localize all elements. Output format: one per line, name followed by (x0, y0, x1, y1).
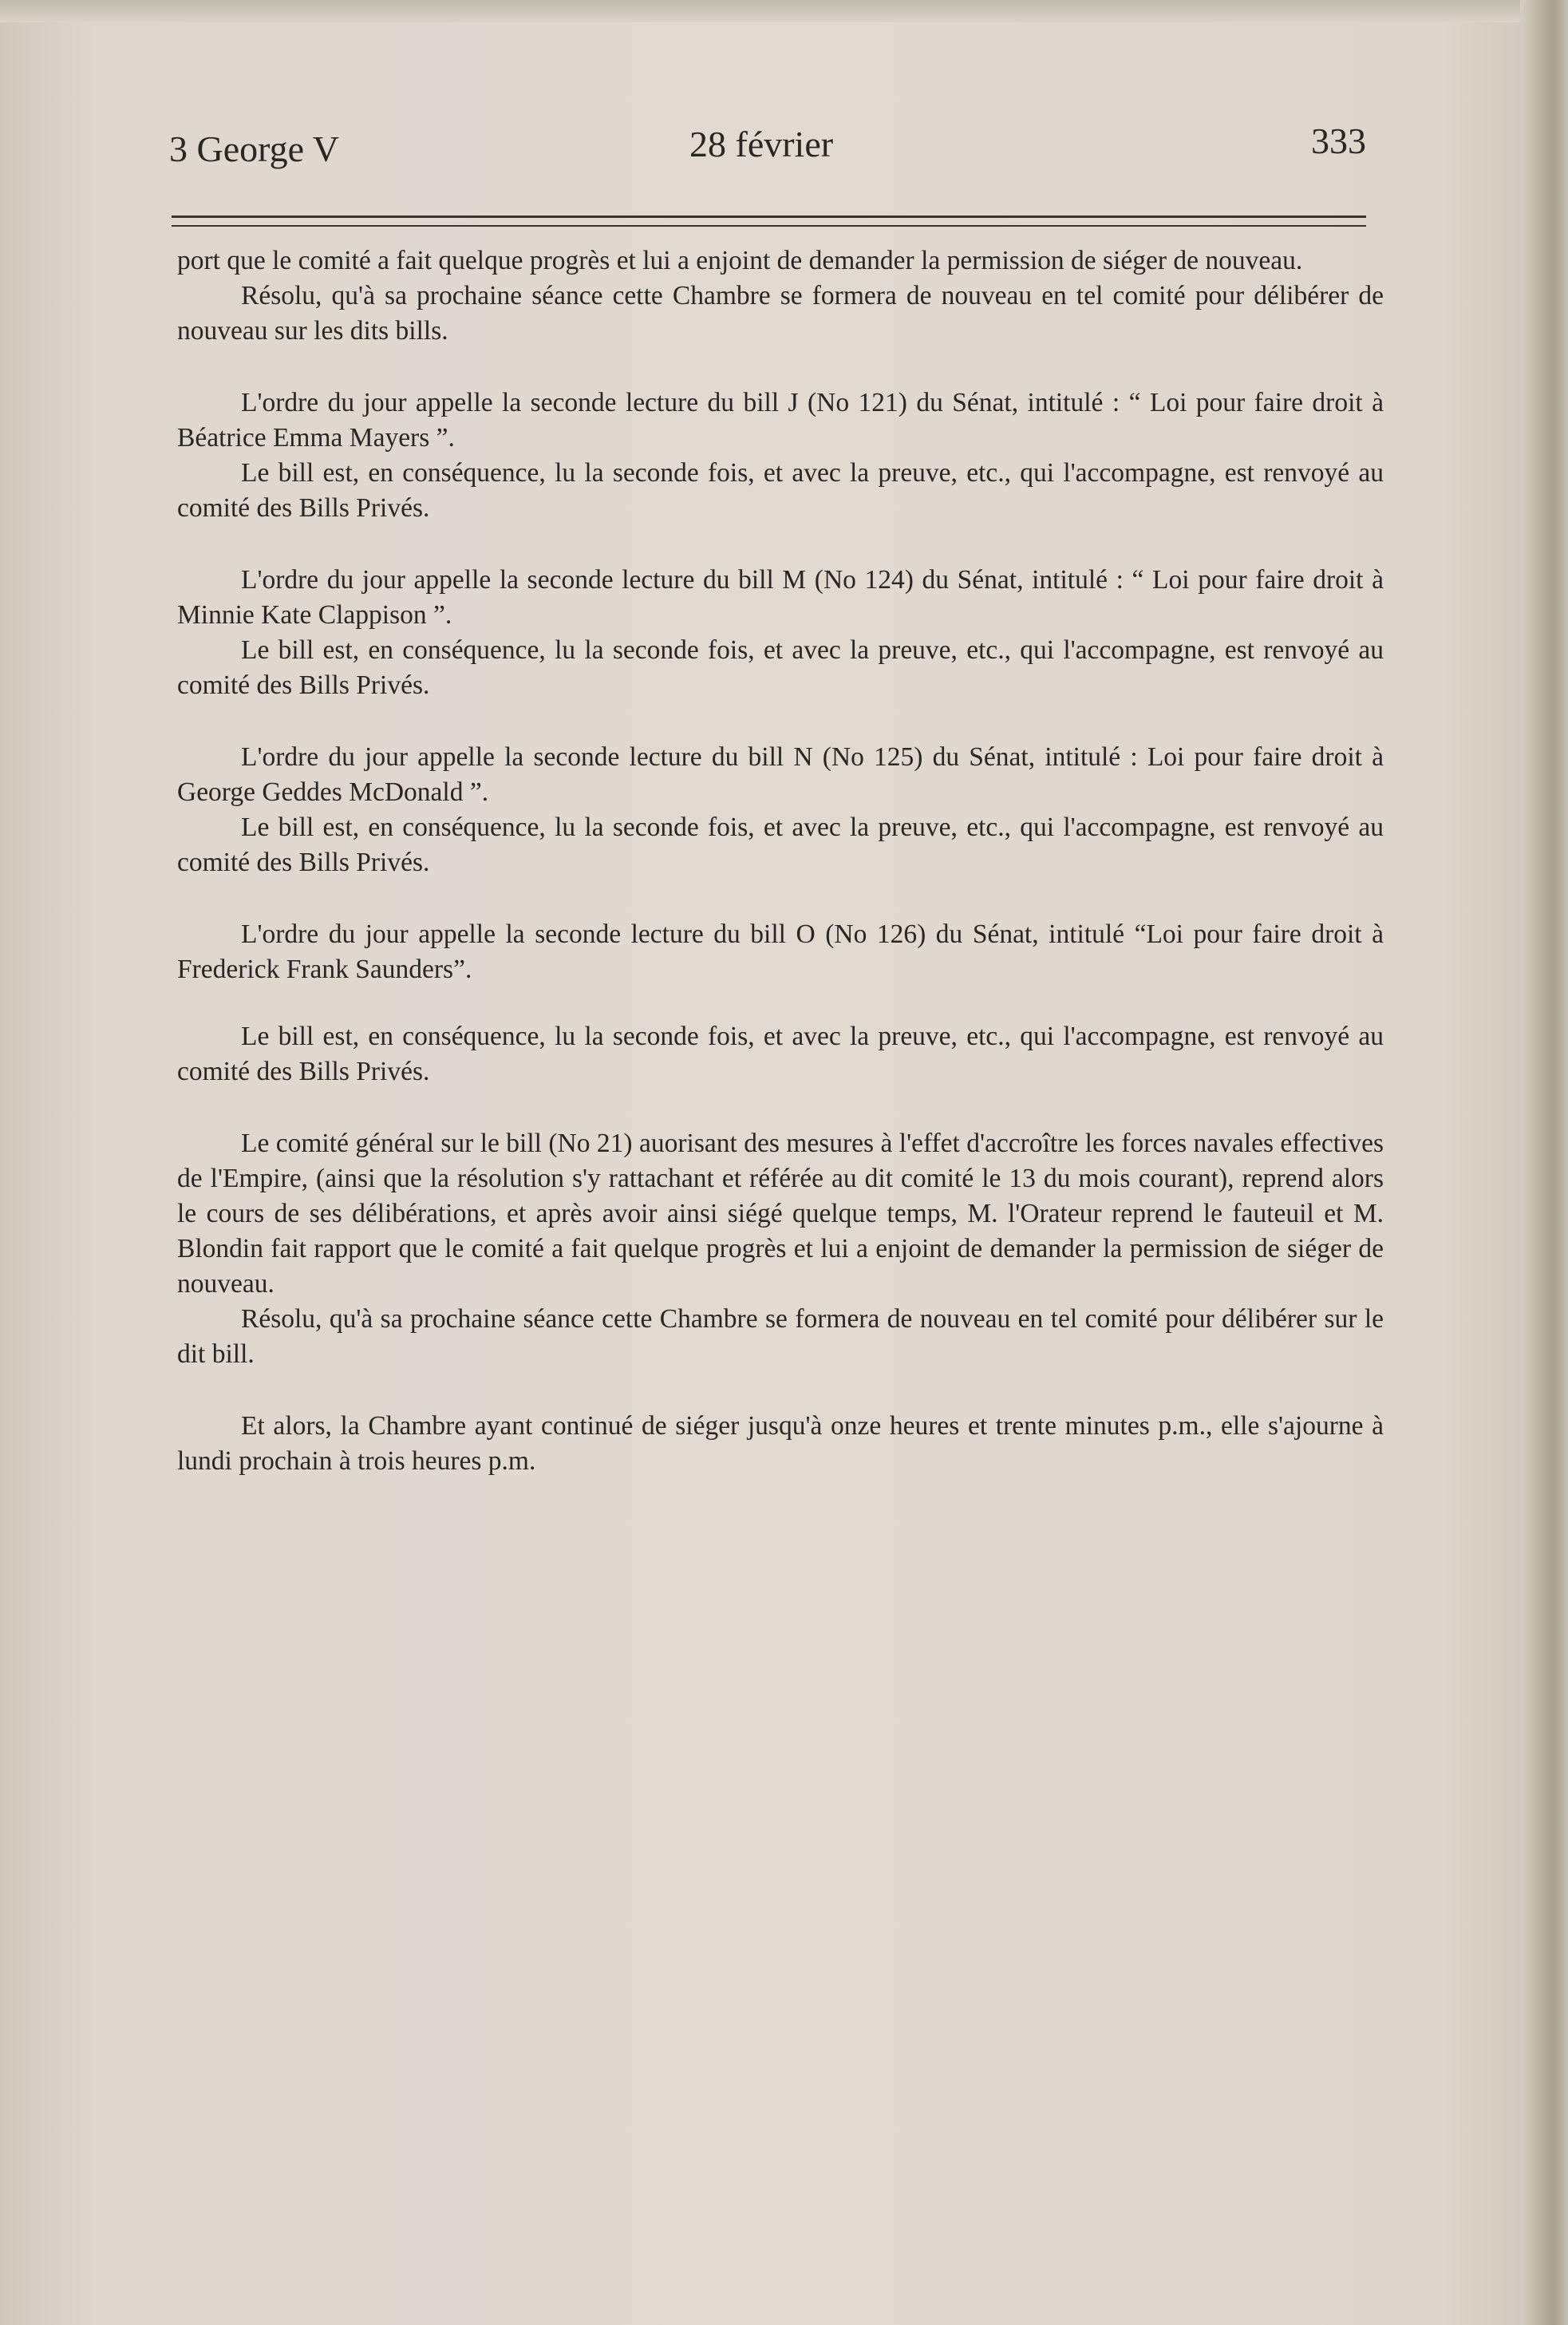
paragraph-referral-bill-o: Le bill est, en conséquence, lu la seconde fois, et avec la preuve, etc., qui l'accompagne, est renvoyé au comité des Bills Privés. (177, 1022, 1384, 1086)
paragraph-gap (177, 526, 1384, 563)
paragraph-order-bill-o: L'ordre du jour appelle la seconde lecture du bill O (No 126) du Sénat, intitulé “Loi pour faire droit à Frederick Frank Saunders”. (177, 919, 1384, 984)
paragraph-gap (177, 1372, 1384, 1409)
body-text (177, 243, 1384, 1479)
header-regnal-year: 3 George V (169, 129, 339, 169)
running-header (169, 120, 1366, 176)
paragraph-gap (177, 703, 1384, 740)
paragraph-referral-bill-j: Le bill est, en conséquence, lu la seconde fois, et avec la preuve, etc., qui l'accompagne, est renvoyé au comité des Bills Privés. (177, 458, 1384, 523)
paragraph-gap (177, 1089, 1384, 1126)
paragraph-adjournment: Et alors, la Chambre ayant continué de siéger jusqu'à onze heures et trente minutes p.m., elle s'ajourne à lundi prochain à trois heures p.m. (177, 1411, 1384, 1476)
paragraph-continuation: port que le comité a fait quelque progrès et lui a enjoint de demander la permission de siéger de nouveau. (177, 246, 1303, 275)
header-rule-bottom (172, 225, 1366, 227)
paragraph-gap (177, 349, 1384, 386)
paragraph-order-bill-j: L'ordre du jour appelle la seconde lecture du bill J (No 121) du Sénat, intitulé : “ Loi pour faire droit à Béatrice Emma Mayers ”. (177, 388, 1384, 453)
paragraph-gap (177, 987, 1384, 1019)
paragraph-resolution: Résolu, qu'à sa prochaine séance cette Chambre se formera de nouveau en tel comité pour délibérer de nouveau sur les dits bills. (177, 281, 1384, 346)
header-date: 28 février (689, 124, 834, 164)
paragraph-gap (177, 880, 1384, 917)
paragraph-referral-bill-m: Le bill est, en conséquence, lu la seconde fois, et avec la preuve, etc., qui l'accompagne, est renvoyé au comité des Bills Privés. (177, 635, 1384, 700)
page-binding-edge (1520, 0, 1568, 2325)
paragraph-resolution-bill-21: Résolu, qu'à sa prochaine séance cette Chambre se formera de nouveau en tel comité pour délibérer sur le dit bill. (177, 1304, 1384, 1369)
header-rule-top (172, 215, 1366, 218)
paragraph-committee-bill-21: Le comité général sur le bill (No 21) auorisant des mesures à l'effet d'accroître les forces navales effectives de l'Empire, (ainsi que la résolution s'y rattachant et référée au dit comité le 13 du mois courant), reprend alors le cours de ses délibérations, et après avoir ainsi siégé quelque temps, M. l'Orateur reprend le fauteuil et M. Blondin fait rapport que le comité a fait quelque progrès et lui a enjoint de demander la permission de siéger de nouveau. (177, 1129, 1384, 1299)
paragraph-referral-bill-n: Le bill est, en conséquence, lu la seconde fois, et avec la preuve, etc., qui l'accompagne, est renvoyé au comité des Bills Privés. (177, 813, 1384, 877)
paragraph-order-bill-n: L'ordre du jour appelle la seconde lecture du bill N (No 125) du Sénat, intitulé : Loi pour faire droit à George Geddes McDonald ”. (177, 742, 1384, 807)
page-number: 333 (1311, 121, 1366, 161)
paragraph-order-bill-m: L'ordre du jour appelle la seconde lecture du bill M (No 124) du Sénat, intitulé : “ Loi pour faire droit à Minnie Kate Clappison ”. (177, 565, 1384, 630)
page-top-edge (0, 0, 1568, 22)
